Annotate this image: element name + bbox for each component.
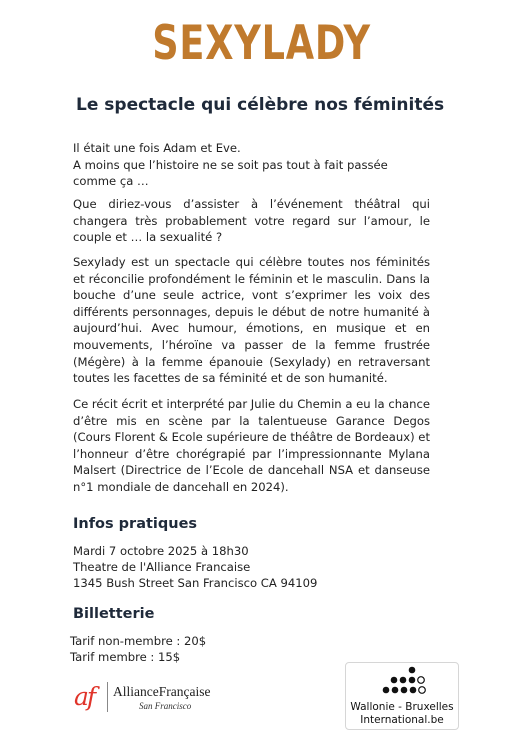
show-subtitle: Le spectacle qui célèbre nos féminités (76, 95, 445, 115)
infos-heading: Infos pratiques (73, 516, 198, 532)
intro-line: comme ça … (73, 174, 149, 189)
show-title: SEXYLADY (152, 16, 371, 71)
intro-paragraph (73, 140, 430, 190)
description-paragraph (73, 254, 430, 387)
af-city: San Francisco (139, 701, 192, 711)
wbi-dots-icon (346, 663, 458, 703)
alliance-francaise-logo (68, 676, 223, 720)
price-member: Tarif membre : 15$ (70, 650, 181, 664)
description-text: Sexylady est un spectacle qui célèbre toutes nos féminités et réconcilie profondément le féminin et le masculin. Dans la bouche d’une seule actrice, vont s’exprimer les voix des différents personnages, depuis le début de notre humanité à aujourd’hui. Avec humour, émotions, en musique et en mouvements, l’héroïne va passer de la femme frustrée (Mégère) à la femme épanouie (Sexylady) en retraversant toutes les facettes de sa féminité et de son humanité. (73, 255, 430, 386)
event-address: 1345 Bush Street San Francisco CA 94109 (73, 576, 318, 590)
event-venue: Theatre de l'Alliance Francaise (73, 560, 251, 574)
wbi-logo (345, 662, 459, 730)
question-text: Que diriez-vous d’assister à l’événement théâtral qui changera très probablement votre regard sur l’amour, le couple et … la sexualité ? (73, 197, 430, 245)
intro-line: A moins que l’histoire ne se soit pas tout à fait passée (73, 157, 388, 172)
price-non-member: Tarif non-membre : 20$ (70, 634, 207, 648)
tickets-heading: Billetterie (73, 606, 155, 622)
af-name: AllianceFrançaise (113, 684, 211, 699)
wbi-line1: Wallonie - Bruxelles (350, 701, 454, 713)
logo-divider (107, 682, 108, 712)
credits-text: Ce récit écrit et interprété par Julie du Chemin a eu la chance d’être mis en scène par la talentueuse Garance Degos (Cours Florent & Ecole supérieure de théâtre de Bordeaux) et l’honneur d’être chorégrapié par l’impressionnante Mylana Malsert (Directrice de l’Ecole de dancehall NSA et danseuse n°1 mondiale de dancehall en 2024). (73, 397, 430, 494)
af-mark-icon: af (74, 682, 95, 711)
event-date: Mardi 7 octobre 2025 à 18h30 (73, 544, 249, 558)
intro-line: Il était une fois Adam et Eve. (73, 141, 241, 155)
credits-paragraph (73, 396, 430, 496)
wbi-line2: International.be (360, 714, 444, 726)
tickets-block (70, 633, 206, 665)
infos-block (73, 543, 317, 591)
question-paragraph (73, 196, 430, 246)
